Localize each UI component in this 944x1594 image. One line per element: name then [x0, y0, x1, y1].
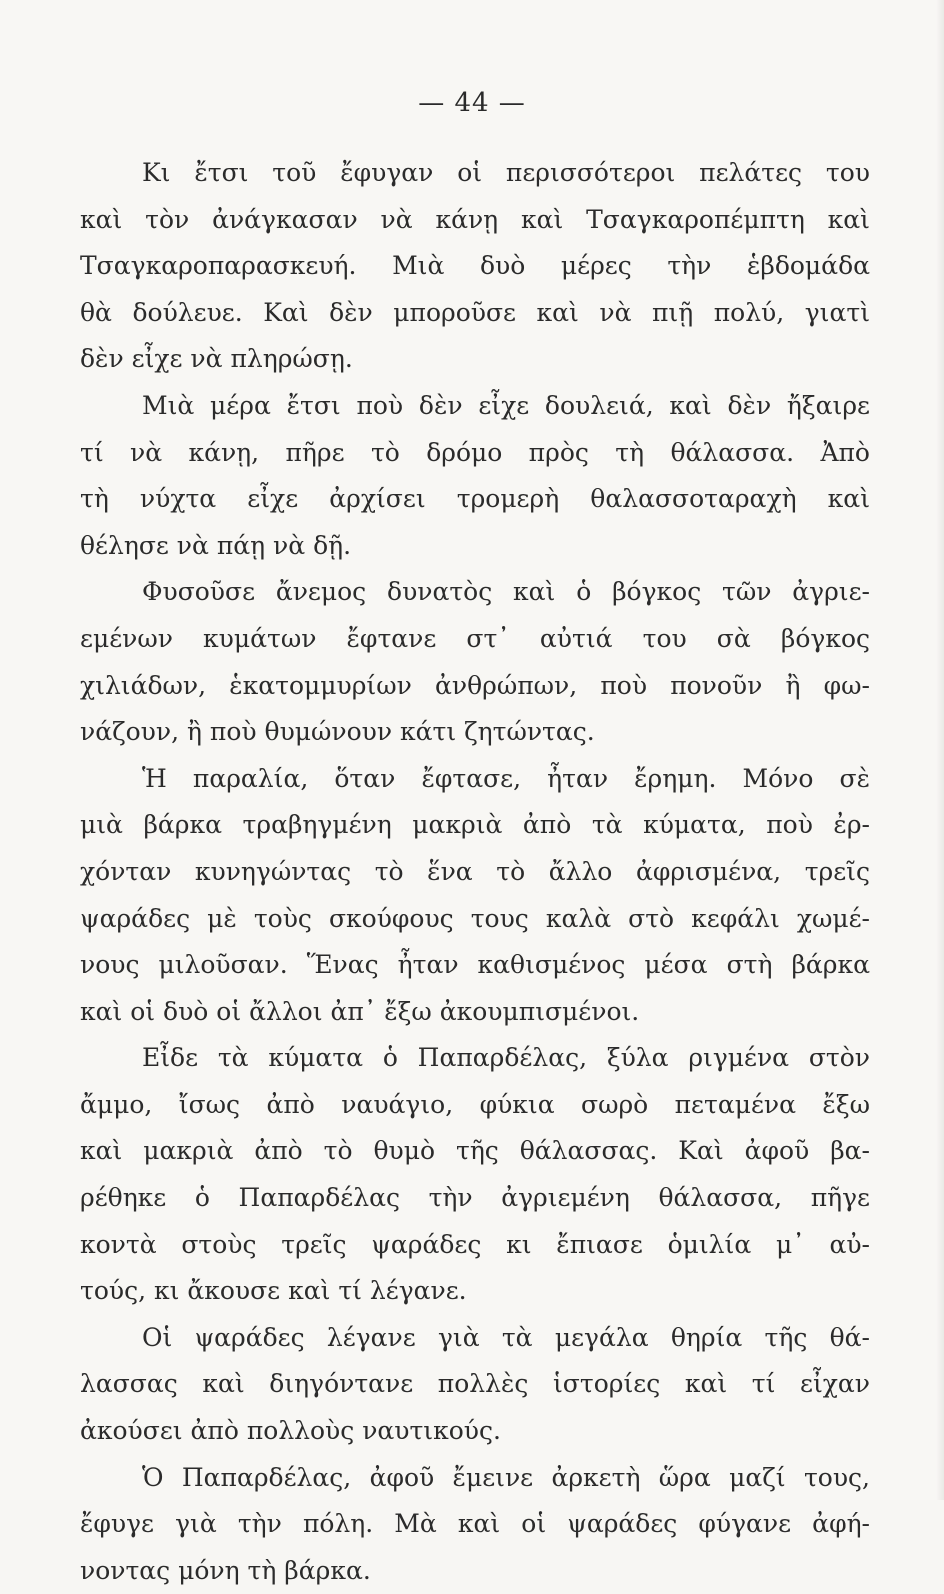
- text-line: τούς, κι ἄκουσε καὶ τί λέγανε.: [80, 1276, 467, 1306]
- page-number: — 44 —: [418, 88, 526, 118]
- text-line: χόνταν κυνηγώντας τὸ ἕνα τὸ ἄλλο ἀφρισμένα, τρεῖς: [80, 856, 870, 886]
- text-line: χιλιάδων, ἑκατομμυρίων ἀνθρώπων, ποὺ πονοῦν ἢ φω-: [80, 670, 870, 700]
- text-line: Φυσοῦσε ἄνεμος δυνατὸς καὶ ὁ βόγκος τῶν ἀγριε-: [142, 577, 870, 607]
- text-line: Μιὰ μέρα ἔτσι ποὺ δὲν εἶχε δουλειά, καὶ δὲν ἤξαιρε: [142, 390, 870, 420]
- text-line: λασσας καὶ διηγόντανε πολλὲς ἱστορίες καὶ τί εἶχαν: [80, 1369, 870, 1399]
- text-line: ψαράδες μὲ τοὺς σκούφους τους καλὰ στὸ κεφάλι χωμέ-: [80, 903, 870, 933]
- text-line: ρέθηκε ὁ Παπαρδέλας τὴν ἀγριεμένη θάλασσα, πῆγε: [80, 1183, 870, 1213]
- text-line: τὴ νύχτα εἶχε ἀρχίσει τρομερὴ θαλασσοταραχὴ καὶ: [80, 484, 870, 514]
- text-line: νοντας μόνη τὴ βάρκα.: [80, 1555, 371, 1585]
- page-edge-shadow: [936, 0, 944, 1500]
- text-line: Τσαγκαροπαρασκευή. Μιὰ δυὸ μέρες τὴν ἑβδομάδα: [80, 251, 870, 281]
- text-line: Ὁ Παπαρδέλας, ἀφοῦ ἔμεινε ἀρκετὴ ὥρα μαζί τους,: [142, 1462, 870, 1492]
- text-line: ἄμμο, ἴσως ἀπὸ ναυάγιο, φύκια σωρὸ πεταμένα ἔξω: [80, 1089, 870, 1119]
- text-line: καὶ τὸν ἀνάγκασαν νὰ κάνῃ καὶ Τσαγκαροπέμπτη καὶ: [80, 204, 870, 234]
- text-line: θὰ δούλευε. Καὶ δὲν μποροῦσε καὶ νὰ πιῇ πολύ, γιατὶ: [80, 297, 870, 327]
- text-line: θέλησε νὰ πάῃ νὰ δῇ.: [80, 530, 352, 560]
- text-line: Ἡ παραλία, ὅταν ἔφτασε, ἦταν ἔρημη. Μόνο σὲ: [142, 763, 870, 793]
- text-line: νάζουν, ἢ ποὺ θυμώνουν κάτι ζητώντας.: [80, 717, 595, 747]
- text-line: μιὰ βάρκα τραβηγμένη μακριὰ ἀπὸ τὰ κύματα, ποὺ ἐρ-: [80, 810, 870, 840]
- text-line: καὶ μακριὰ ἀπὸ τὸ θυμὸ τῆς θάλασσας. Καὶ ἀφοῦ βα-: [80, 1136, 870, 1166]
- text-line: εμένων κυμάτων ἔφτανε στ᾿ αὐτιά του σὰ βόγκος: [80, 623, 870, 653]
- text-line: Εἶδε τὰ κύματα ὁ Παπαρδέλας, ξύλα ριγμένα στὸν: [142, 1043, 870, 1073]
- body-text: [80, 150, 870, 1594]
- text-line: ἀκούσει ἀπὸ πολλοὺς ναυτικούς.: [80, 1416, 501, 1446]
- text-line: Οἱ ψαράδες λέγανε γιὰ τὰ μεγάλα θηρία τῆς θά-: [142, 1322, 870, 1352]
- text-line: ἔφυγε γιὰ τὴν πόλη. Μὰ καὶ οἱ ψαράδες φύγανε ἀφή-: [80, 1509, 870, 1539]
- text-line: Κι ἔτσι τοῦ ἔφυγαν οἱ περισσότεροι πελάτες του: [142, 158, 870, 187]
- text-line: καὶ οἱ δυὸ οἱ ἄλλοι ἀπ᾿ ἔξω ἀκουμπισμένοι.: [80, 996, 640, 1026]
- text-line: δὲν εἶχε νὰ πληρώσῃ.: [80, 344, 353, 374]
- text-line: νους μιλοῦσαν. Ἕνας ἦταν καθισμένος μέσα στὴ βάρκα: [80, 950, 870, 980]
- text-line: κοντὰ στοὺς τρεῖς ψαράδες κι ἔπιασε ὁμιλία μ᾿ αὐ-: [80, 1229, 870, 1259]
- text-line: τί νὰ κάνῃ, πῆρε τὸ δρόμο πρὸς τὴ θάλασσα. Ἀπὸ: [80, 437, 870, 467]
